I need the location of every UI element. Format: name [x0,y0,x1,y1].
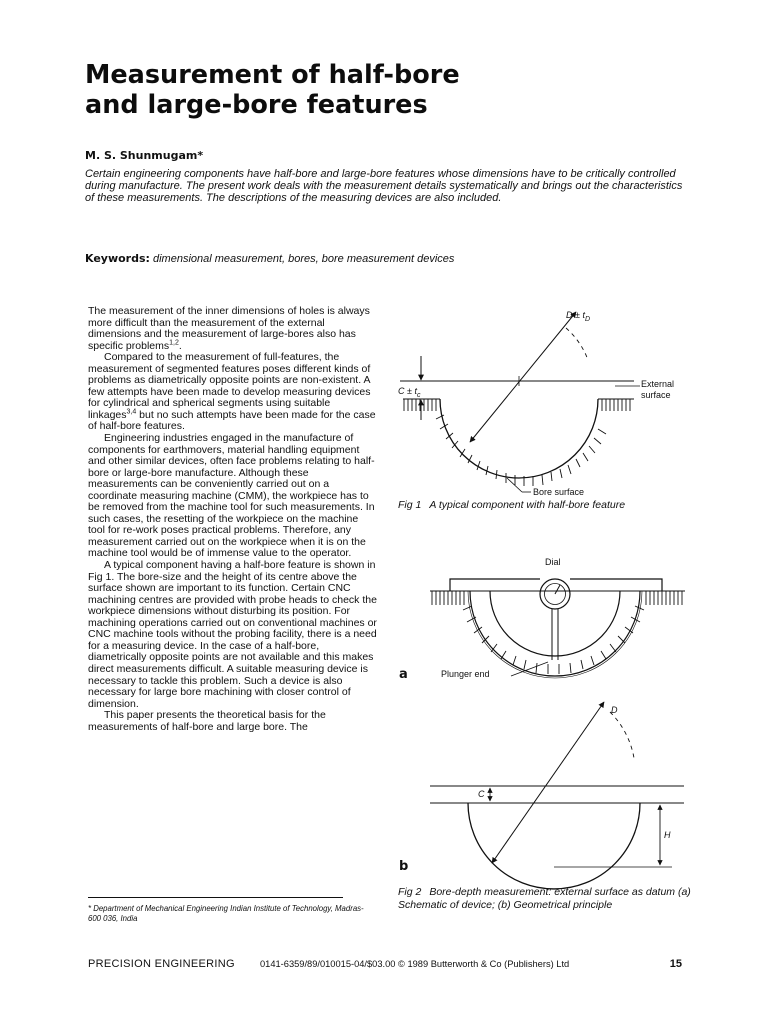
paragraph-5: This paper presents the theoretical basis for the measurements of half-bore and large bore. The [88,709,326,733]
fig2-caption [398,886,718,911]
fig2-caption-text: Bore-depth measurement: external surface as datum (a) Schematic of device; (b) Geometrical principle [398,886,691,911]
fig2b-bore-arc [468,803,640,889]
fig2a-hatch-bore [463,606,644,674]
dial-needle [555,585,560,594]
fig1-caption-number: Fig 1 [398,499,422,511]
figure-2b-diagram [399,702,684,889]
fig2-panel-a: a [399,667,408,682]
paragraph-1-text: The measurement of the inner dimensions of holes is always more difficult than the measurement of the external dimensions and the measurement of large-bores also has specific problems [88,305,370,352]
fig1-caption [398,499,698,512]
author-name: M. S. Shunmugam* [85,149,204,162]
fig1-label-c: $C \pm t_c$ [398,386,421,399]
fig2b-label-d: D [611,705,618,715]
fig2-caption-number: Fig 2 [398,886,422,898]
page-footer [88,958,688,974]
fig2a-device-arc-inner [490,591,620,656]
reference-superscript: 1,2 [169,339,179,347]
fig2a-device-frame [450,579,662,591]
fig2-panel-b: b [399,859,409,874]
keywords-label: Keywords: [85,252,150,265]
fig2-label-dial: Dial [545,557,561,567]
fig2b-label-c: C [478,789,485,799]
reference-superscript: 3,4 [126,408,137,416]
figure-2a-diagram [399,557,685,682]
fig2a-hatch-left [432,591,464,605]
paragraph-1-end: . [178,339,182,352]
paragraph-3: Engineering industries engaged in the manufacture of components for earthmovers, material handling equipment and other similar devices, often face problems relating to half-bore or large-bore manufacture. Although these measurements can be conveniently carried out on a coordinate measuring machine (CMM), the workpiece has to be removed from the machine tool for such measurements. In such cases, the resetting of the workpiece on the machine tool for re-work poses practical problems. Therefore, any measurement carried out on the workpiece when it is on the machine tool would be of immense value to the operator. [88,432,375,560]
fig1-dashed-arc [566,328,588,360]
fig1-diameter-line [470,312,576,442]
fig1-hatch-right [602,399,630,411]
page-number: 15 [669,958,682,970]
paragraph-4: A typical component having a half-bore feature is shown in Fig 1. The bore-size and the height of its centre above the surface shown are important to its function. Certain CNC machining centres are provided with probe heads to check the workpiece dimensions without disturbing its position. For machining operations carried out on conventional machines or CNC machine tools without the probing facility, there is a need for a measuring device. In the case of a half-bore, diametrically opposite points are not available and this makes direct measurements difficult. A suitable measuring device is necessary to tackle this problem. Such a device is also necessary for large bore machining with closer control of dimension. [88,559,377,710]
journal-name: PRECISION ENGINEERING [88,958,235,970]
title-line-1: Measurement of half-bore [85,60,460,90]
fig2b-label-h: H [664,830,671,840]
fig1-hatch-left [404,399,436,411]
fig1-label-surface: surface [641,390,671,400]
fig1-caption-text: A typical component with half-bore feature [429,499,626,511]
keywords-text: dimensional measurement, bores, bore measurement devices [153,253,455,265]
paragraph-2-end: but no such attempts have been made for the case of half-bore features. [88,408,376,433]
fig1-bore-arc [440,399,598,478]
fig1-label-external: External [641,379,675,389]
fig1-bore-leader [507,478,522,492]
fig2a-device-arc-outer [470,591,640,676]
fig2a-bore-arc [468,591,642,678]
fig1-label-bore: Bore surface [533,487,585,497]
fig2-label-plunger: Plunger end [441,669,490,679]
abstract: Certain engineering components have half-bore and large-bore features whose dimensions have to be critically controlled during manufacture. The present work deals with the measurement details systematically and brings out the characteristics of these measurements. The descriptions of the measuring devices are also included. [85,168,683,205]
fig2b-dashed-arc [610,712,634,758]
figure-1-diagram [398,310,674,497]
fig1-hatch-bore [436,415,606,486]
paragraph-2-text: Compared to the measurement of full-features, the measurement of segmented features poses different kinds of problems as diametrically opposite points are non-existent. A few attempts have been made to develop measuring devices for cylindrical and spherical segments using suitable linkages [88,351,371,421]
fig2b-diameter-line [492,702,604,863]
title-line-2: and large-bore features [85,90,428,120]
fig1-label-d: $D \pm t_D$ [566,310,591,323]
fig2a-hatch-right [646,591,682,605]
copyright-line: 0141-6359/89/010015-04/$03.00 © 1989 Butterworth & Co (Publishers) Ltd [260,959,570,969]
footnote: * Department of Mechanical Engineering Indian Institute of Technology, Madras-600 036, India [88,904,364,923]
